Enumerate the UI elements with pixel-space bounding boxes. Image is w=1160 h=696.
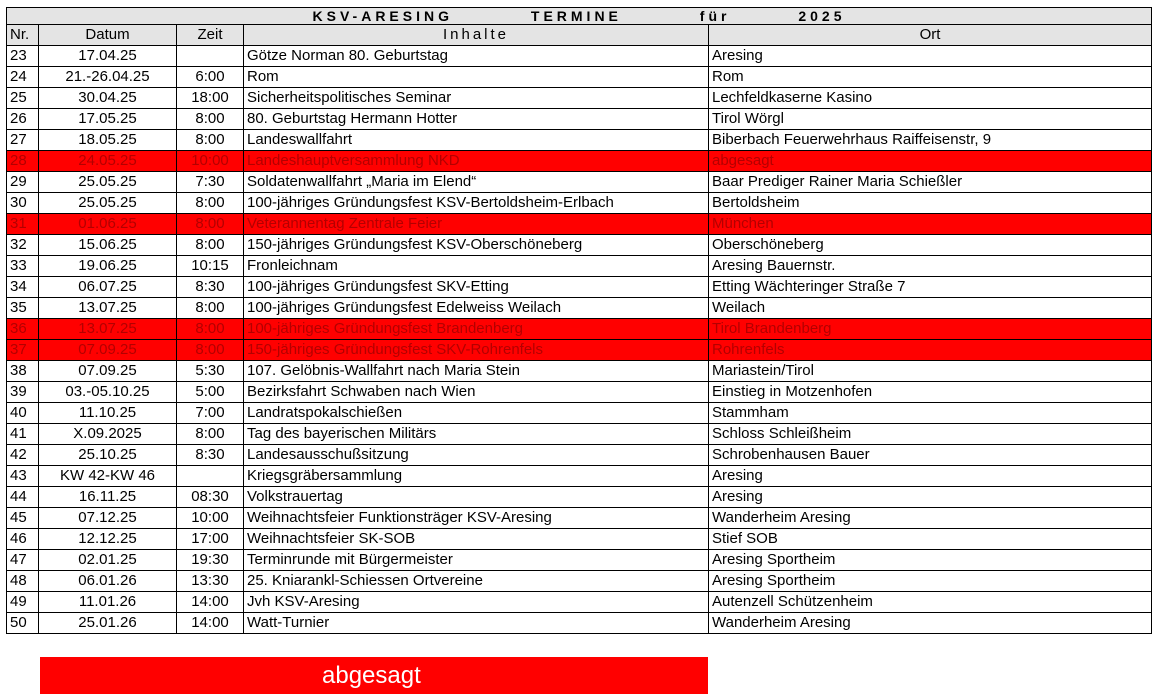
table-row [7,361,1152,382]
cell-datum: 17.05.25 [39,109,177,130]
cell-zeit: 8:00 [177,193,244,214]
cell-nr: 29 [7,172,39,193]
schedule-table [6,7,1152,634]
cell-datum: 30.04.25 [39,88,177,109]
table-row-cancelled [7,340,1152,361]
cell-ort: Tirol Wörgl [709,109,1152,130]
cell-datum: 17.04.25 [39,46,177,67]
cell-ort: Schloss Schleißheim [709,424,1152,445]
table-row [7,172,1152,193]
table-row [7,277,1152,298]
cell-inhalt: Terminrunde mit Bürgermeister [244,550,709,571]
table-row [7,445,1152,466]
cell-nr: 39 [7,382,39,403]
cell-datum: 07.09.25 [39,340,177,361]
cell-datum: 11.10.25 [39,403,177,424]
title-label: TERMINE [530,8,622,24]
table-row [7,571,1152,592]
cell-zeit: 8:00 [177,340,244,361]
cell-datum: 07.09.25 [39,361,177,382]
cell-zeit: 14:00 [177,613,244,634]
cell-inhalt: Sicherheitspolitisches Seminar [244,88,709,109]
cell-datum: 24.05.25 [39,151,177,172]
cell-ort: Tirol Brandenberg [709,319,1152,340]
cell-zeit: 5:30 [177,361,244,382]
cell-inhalt: 100-jähriges Gründungsfest Brandenberg [244,319,709,340]
cell-nr: 41 [7,424,39,445]
cell-inhalt: 100-jähriges Gründungsfest Edelweiss Weilach [244,298,709,319]
cell-zeit: 8:00 [177,298,244,319]
cell-datum: 21.-26.04.25 [39,67,177,88]
cell-inhalt: 80. Geburtstag Hermann Hotter [244,109,709,130]
cell-zeit: 8:00 [177,424,244,445]
cell-nr: 34 [7,277,39,298]
cell-nr: 31 [7,214,39,235]
cell-inhalt: 150-jähriges Gründungsfest KSV-Oberschöneberg [244,235,709,256]
cell-nr: 50 [7,613,39,634]
cell-datum: 07.12.25 [39,508,177,529]
cell-zeit: 14:00 [177,592,244,613]
cell-nr: 23 [7,46,39,67]
cell-nr: 42 [7,445,39,466]
table-row [7,403,1152,424]
cell-nr: 26 [7,109,39,130]
cell-nr: 43 [7,466,39,487]
cell-ort: Wanderheim Aresing [709,613,1152,634]
cell-ort: Biberbach Feuerwehrhaus Raiffeisenstr, 9 [709,130,1152,151]
table-row [7,256,1152,277]
cell-nr: 45 [7,508,39,529]
cell-zeit [177,466,244,487]
table-row-cancelled [7,151,1152,172]
cell-datum: X.09.2025 [39,424,177,445]
cell-nr: 25 [7,88,39,109]
cell-ort: Wanderheim Aresing [709,508,1152,529]
table-row [7,487,1152,508]
cell-ort: München [709,214,1152,235]
cell-zeit: 7:00 [177,403,244,424]
cell-zeit: 10:00 [177,508,244,529]
cell-nr: 24 [7,67,39,88]
table-row [7,424,1152,445]
cell-datum: 19.06.25 [39,256,177,277]
cell-datum: 12.12.25 [39,529,177,550]
cell-ort: Weilach [709,298,1152,319]
cell-inhalt: Landeshauptversammlung NKD [244,151,709,172]
table-row [7,46,1152,67]
cell-nr: 36 [7,319,39,340]
cell-ort: Baar Prediger Rainer Maria Schießler [709,172,1152,193]
cell-inhalt: Bezirksfahrt Schwaben nach Wien [244,382,709,403]
cell-inhalt: Volkstrauertag [244,487,709,508]
table-row [7,529,1152,550]
cell-zeit: 8:00 [177,319,244,340]
cell-datum: 15.06.25 [39,235,177,256]
cell-zeit: 17:00 [177,529,244,550]
cell-datum: 11.01.26 [39,592,177,613]
cell-zeit: 8:00 [177,235,244,256]
cell-ort: Stammham [709,403,1152,424]
cell-inhalt: Weihnachtsfeier Funktionsträger KSV-Aresing [244,508,709,529]
table-row [7,235,1152,256]
cell-ort: abgesagt [709,151,1152,172]
cell-nr: 40 [7,403,39,424]
cell-inhalt: Weihnachtsfeier SK-SOB [244,529,709,550]
cell-inhalt: Kriegsgräbersammlung [244,466,709,487]
cell-inhalt: Jvh KSV-Aresing [244,592,709,613]
cell-nr: 47 [7,550,39,571]
table-row-cancelled [7,319,1152,340]
cell-zeit: 8:00 [177,130,244,151]
cell-zeit: 8:00 [177,214,244,235]
cell-zeit: 18:00 [177,88,244,109]
title-for: für [699,8,731,24]
cell-datum: 06.07.25 [39,277,177,298]
cell-inhalt: 100-jähriges Gründungsfest SKV-Etting [244,277,709,298]
cell-datum: KW 42-KW 46 [39,466,177,487]
cell-zeit: 8:00 [177,109,244,130]
cell-zeit: 5:00 [177,382,244,403]
table-row [7,613,1152,634]
cell-inhalt: Fronleichnam [244,256,709,277]
cell-inhalt: Tag des bayerischen Militärs [244,424,709,445]
cell-zeit: 7:30 [177,172,244,193]
cell-zeit: 13:30 [177,571,244,592]
table-row [7,130,1152,151]
cell-nr: 35 [7,298,39,319]
cell-datum: 25.05.25 [39,172,177,193]
cell-zeit [177,46,244,67]
cell-nr: 28 [7,151,39,172]
cell-inhalt: Veterannentag Zentrale Feier [244,214,709,235]
cancelled-legend [40,657,708,694]
cell-ort: Rom [709,67,1152,88]
cell-ort: Stief SOB [709,529,1152,550]
cell-zeit: 10:00 [177,151,244,172]
cell-datum: 16.11.25 [39,487,177,508]
table-row [7,592,1152,613]
table-row [7,508,1152,529]
cell-inhalt: Rom [244,67,709,88]
cell-inhalt: 150-jähriges Gründungsfest SKV-Rohrenfels [244,340,709,361]
cell-ort: Aresing [709,466,1152,487]
cell-ort: Einstieg in Motzenhofen [709,382,1152,403]
cell-ort: Aresing [709,46,1152,67]
cell-datum: 01.06.25 [39,214,177,235]
schedule-rows [7,46,1152,634]
column-header-nr: Nr. [7,25,39,46]
cell-inhalt: 107. Gelöbnis-Wallfahrt nach Maria Stein [244,361,709,382]
table-row [7,466,1152,487]
cell-datum: 25.10.25 [39,445,177,466]
cell-datum: 25.05.25 [39,193,177,214]
cell-ort: Mariastein/Tirol [709,361,1152,382]
table-row [7,550,1152,571]
cell-zeit: 6:00 [177,67,244,88]
table-row [7,193,1152,214]
cell-inhalt: Landratspokalschießen [244,403,709,424]
cell-inhalt: 25. Kniarankl-Schiessen Ortvereine [244,571,709,592]
cell-inhalt: Soldatenwallfahrt „Maria im Elend“ [244,172,709,193]
title-org: KSV-ARESING [312,8,453,24]
table-row [7,382,1152,403]
cell-ort: Oberschöneberg [709,235,1152,256]
cell-ort: Aresing [709,487,1152,508]
cell-nr: 46 [7,529,39,550]
cell-nr: 33 [7,256,39,277]
cell-nr: 27 [7,130,39,151]
cell-inhalt: 100-jähriges Gründungsfest KSV-Bertoldsheim-Erlbach [244,193,709,214]
cell-datum: 03.-05.10.25 [39,382,177,403]
cell-ort: Aresing Bauernstr. [709,256,1152,277]
cell-ort: Lechfeldkaserne Kasino [709,88,1152,109]
title-year: 2025 [798,8,846,24]
cell-nr: 49 [7,592,39,613]
table-row [7,109,1152,130]
cell-inhalt: Götze Norman 80. Geburtstag [244,46,709,67]
cell-inhalt: Watt-Turnier [244,613,709,634]
cell-nr: 32 [7,235,39,256]
cell-nr: 30 [7,193,39,214]
cell-zeit: 19:30 [177,550,244,571]
cell-nr: 48 [7,571,39,592]
cell-datum: 13.07.25 [39,298,177,319]
cell-ort: Autenzell Schützenheim [709,592,1152,613]
cell-zeit: 08:30 [177,487,244,508]
legend-label: abgesagt [322,662,421,689]
cell-ort: Aresing Sportheim [709,550,1152,571]
cell-datum: 13.07.25 [39,319,177,340]
cell-ort: Bertoldsheim [709,193,1152,214]
table-title [7,8,1152,25]
cell-datum: 25.01.26 [39,613,177,634]
table-row [7,67,1152,88]
cell-zeit: 10:15 [177,256,244,277]
cell-datum: 18.05.25 [39,130,177,151]
cell-datum: 02.01.25 [39,550,177,571]
cell-ort: Aresing Sportheim [709,571,1152,592]
table-row [7,88,1152,109]
cell-inhalt: Landeswallfahrt [244,130,709,151]
column-header-datum: Datum [39,25,177,46]
column-header-inhalte: Inhalte [244,25,709,46]
cell-ort: Etting Wächteringer Straße 7 [709,277,1152,298]
cell-nr: 37 [7,340,39,361]
table-row [7,298,1152,319]
cell-inhalt: Landesausschußsitzung [244,445,709,466]
cell-ort: Schrobenhausen Bauer [709,445,1152,466]
cell-zeit: 8:30 [177,277,244,298]
cell-datum: 06.01.26 [39,571,177,592]
cell-ort: Rohrenfels [709,340,1152,361]
table-row-cancelled [7,214,1152,235]
cell-nr: 38 [7,361,39,382]
column-header-ort: Ort [709,25,1152,46]
cell-zeit: 8:30 [177,445,244,466]
column-header-zeit: Zeit [177,25,244,46]
cell-nr: 44 [7,487,39,508]
